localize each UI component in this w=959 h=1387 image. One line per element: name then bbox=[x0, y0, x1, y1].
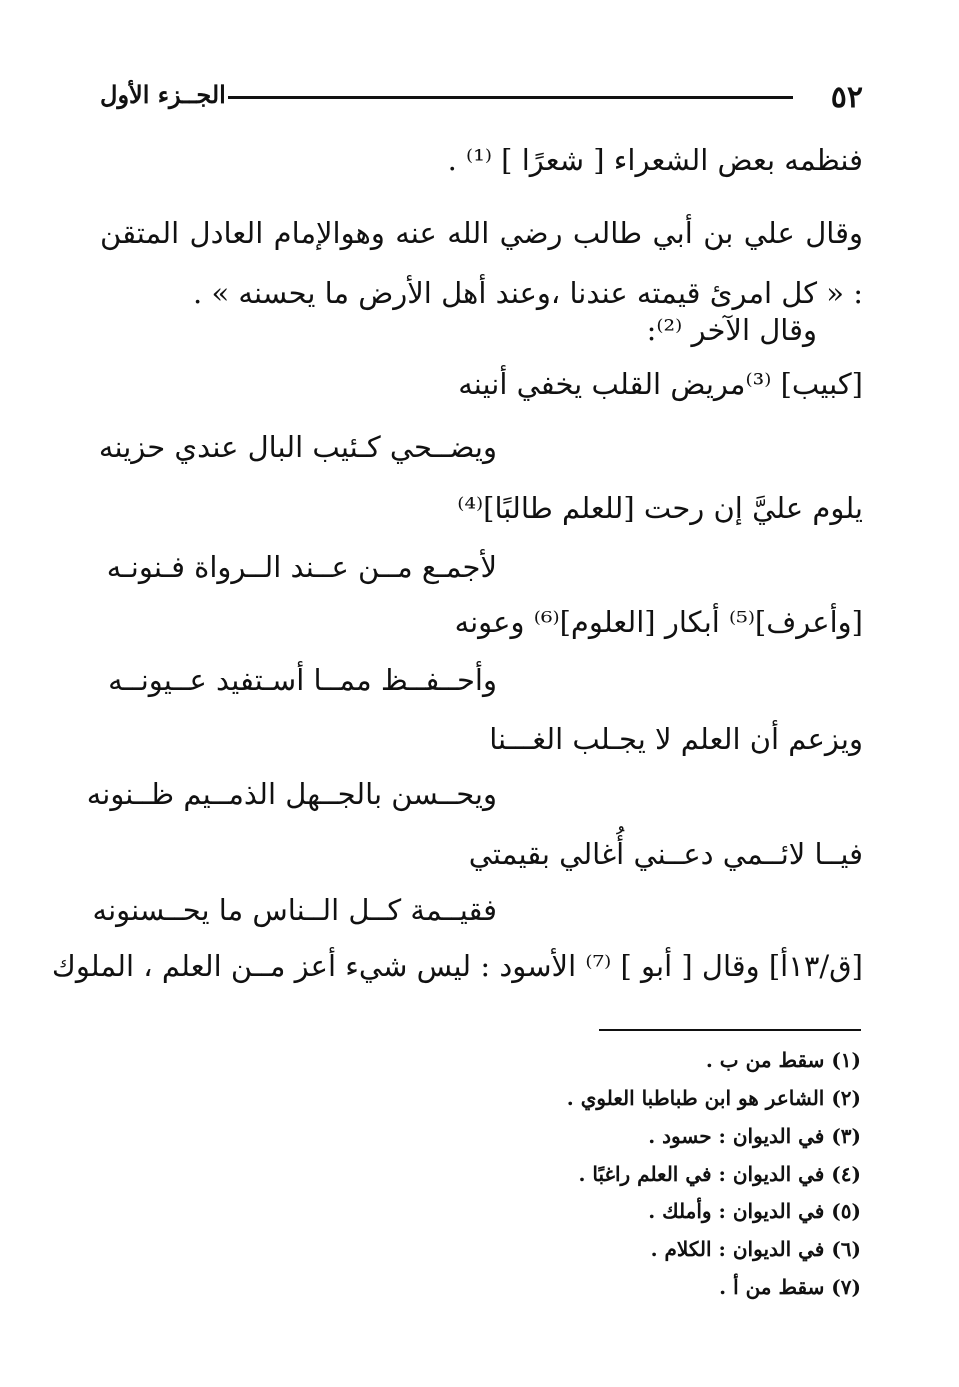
running-title: الجــزء الأول bbox=[100, 80, 226, 109]
body-paragraph-ali: وقال علي بن أبي طالب رضي الله عنه وهوالإمام العادل المتقن : « كل امرئ قيمته عندنا ،وعند أهل الأرض ما يحسنه » . bbox=[100, 216, 863, 310]
verse-4-sadr: ويزعم أن العلم لا يجـلب الغـــنا bbox=[489, 722, 863, 756]
header-rule bbox=[228, 96, 793, 99]
verse-3-ajuz: وأحــفــظ ممــا أسـتفيد عــيونــه bbox=[108, 663, 497, 697]
verse-3-sadr: [وأعرف]⁽⁵⁾ أبكار [العلوم]⁽⁶⁾ وعونه bbox=[454, 605, 863, 639]
footnote-2: (٢) الشاعر هو ابن طباطبا العلوي . bbox=[566, 1086, 861, 1110]
verse-1-sadr: [كبيب] ⁽³⁾مريض القلب يخفي أنينه bbox=[458, 367, 863, 401]
footnote-6: (٦) في الديوان : الكلام . bbox=[650, 1237, 861, 1261]
footnote-1: (١) سقط من ب . bbox=[705, 1048, 861, 1072]
verse-5-ajuz: فقيــمة كــل الــناس ما يحــسنونه bbox=[92, 893, 497, 927]
verse-4-ajuz: ويحــسن بالجــهل الذمــيم ظــنونه bbox=[86, 777, 497, 811]
body-last-line: [ق/١٣أ] وقال [ أبو ] ⁽⁷⁾ الأسود : ليس شيء أعز مــن العلم ، الملوك bbox=[51, 949, 863, 983]
footnote-4: (٤) في الديوان : في العلم راغبًا . bbox=[578, 1162, 861, 1186]
body-line-verse-intro: وقال الآخر ⁽²⁾: bbox=[646, 313, 817, 347]
verse-5-sadr: فيــا لائــمي دعــني أُغالي بقيمتي bbox=[468, 837, 863, 871]
footnote-separator bbox=[599, 1029, 861, 1031]
footnote-3: (٣) في الديوان : حسود . bbox=[648, 1124, 861, 1148]
footnote-7: (٧) سقط من أ . bbox=[719, 1275, 861, 1299]
page-number: ٥٢ bbox=[830, 80, 863, 115]
verse-2-sadr: يلوم عليَّ إن رحت [للعلم طالبًا]⁽⁴⁾ bbox=[457, 491, 863, 525]
verse-2-ajuz: لأجمـع مــن عــند الــرواة فـنونـه bbox=[106, 550, 497, 584]
footnote-5: (٥) في الديوان : وأملك . bbox=[648, 1199, 861, 1223]
body-line-1: فنظمه بعض الشعراء [ شعرًا ] ⁽¹⁾ . bbox=[447, 143, 863, 177]
verse-1-ajuz: ويضــحي كـئيب البال عندي حزينه bbox=[98, 430, 497, 464]
